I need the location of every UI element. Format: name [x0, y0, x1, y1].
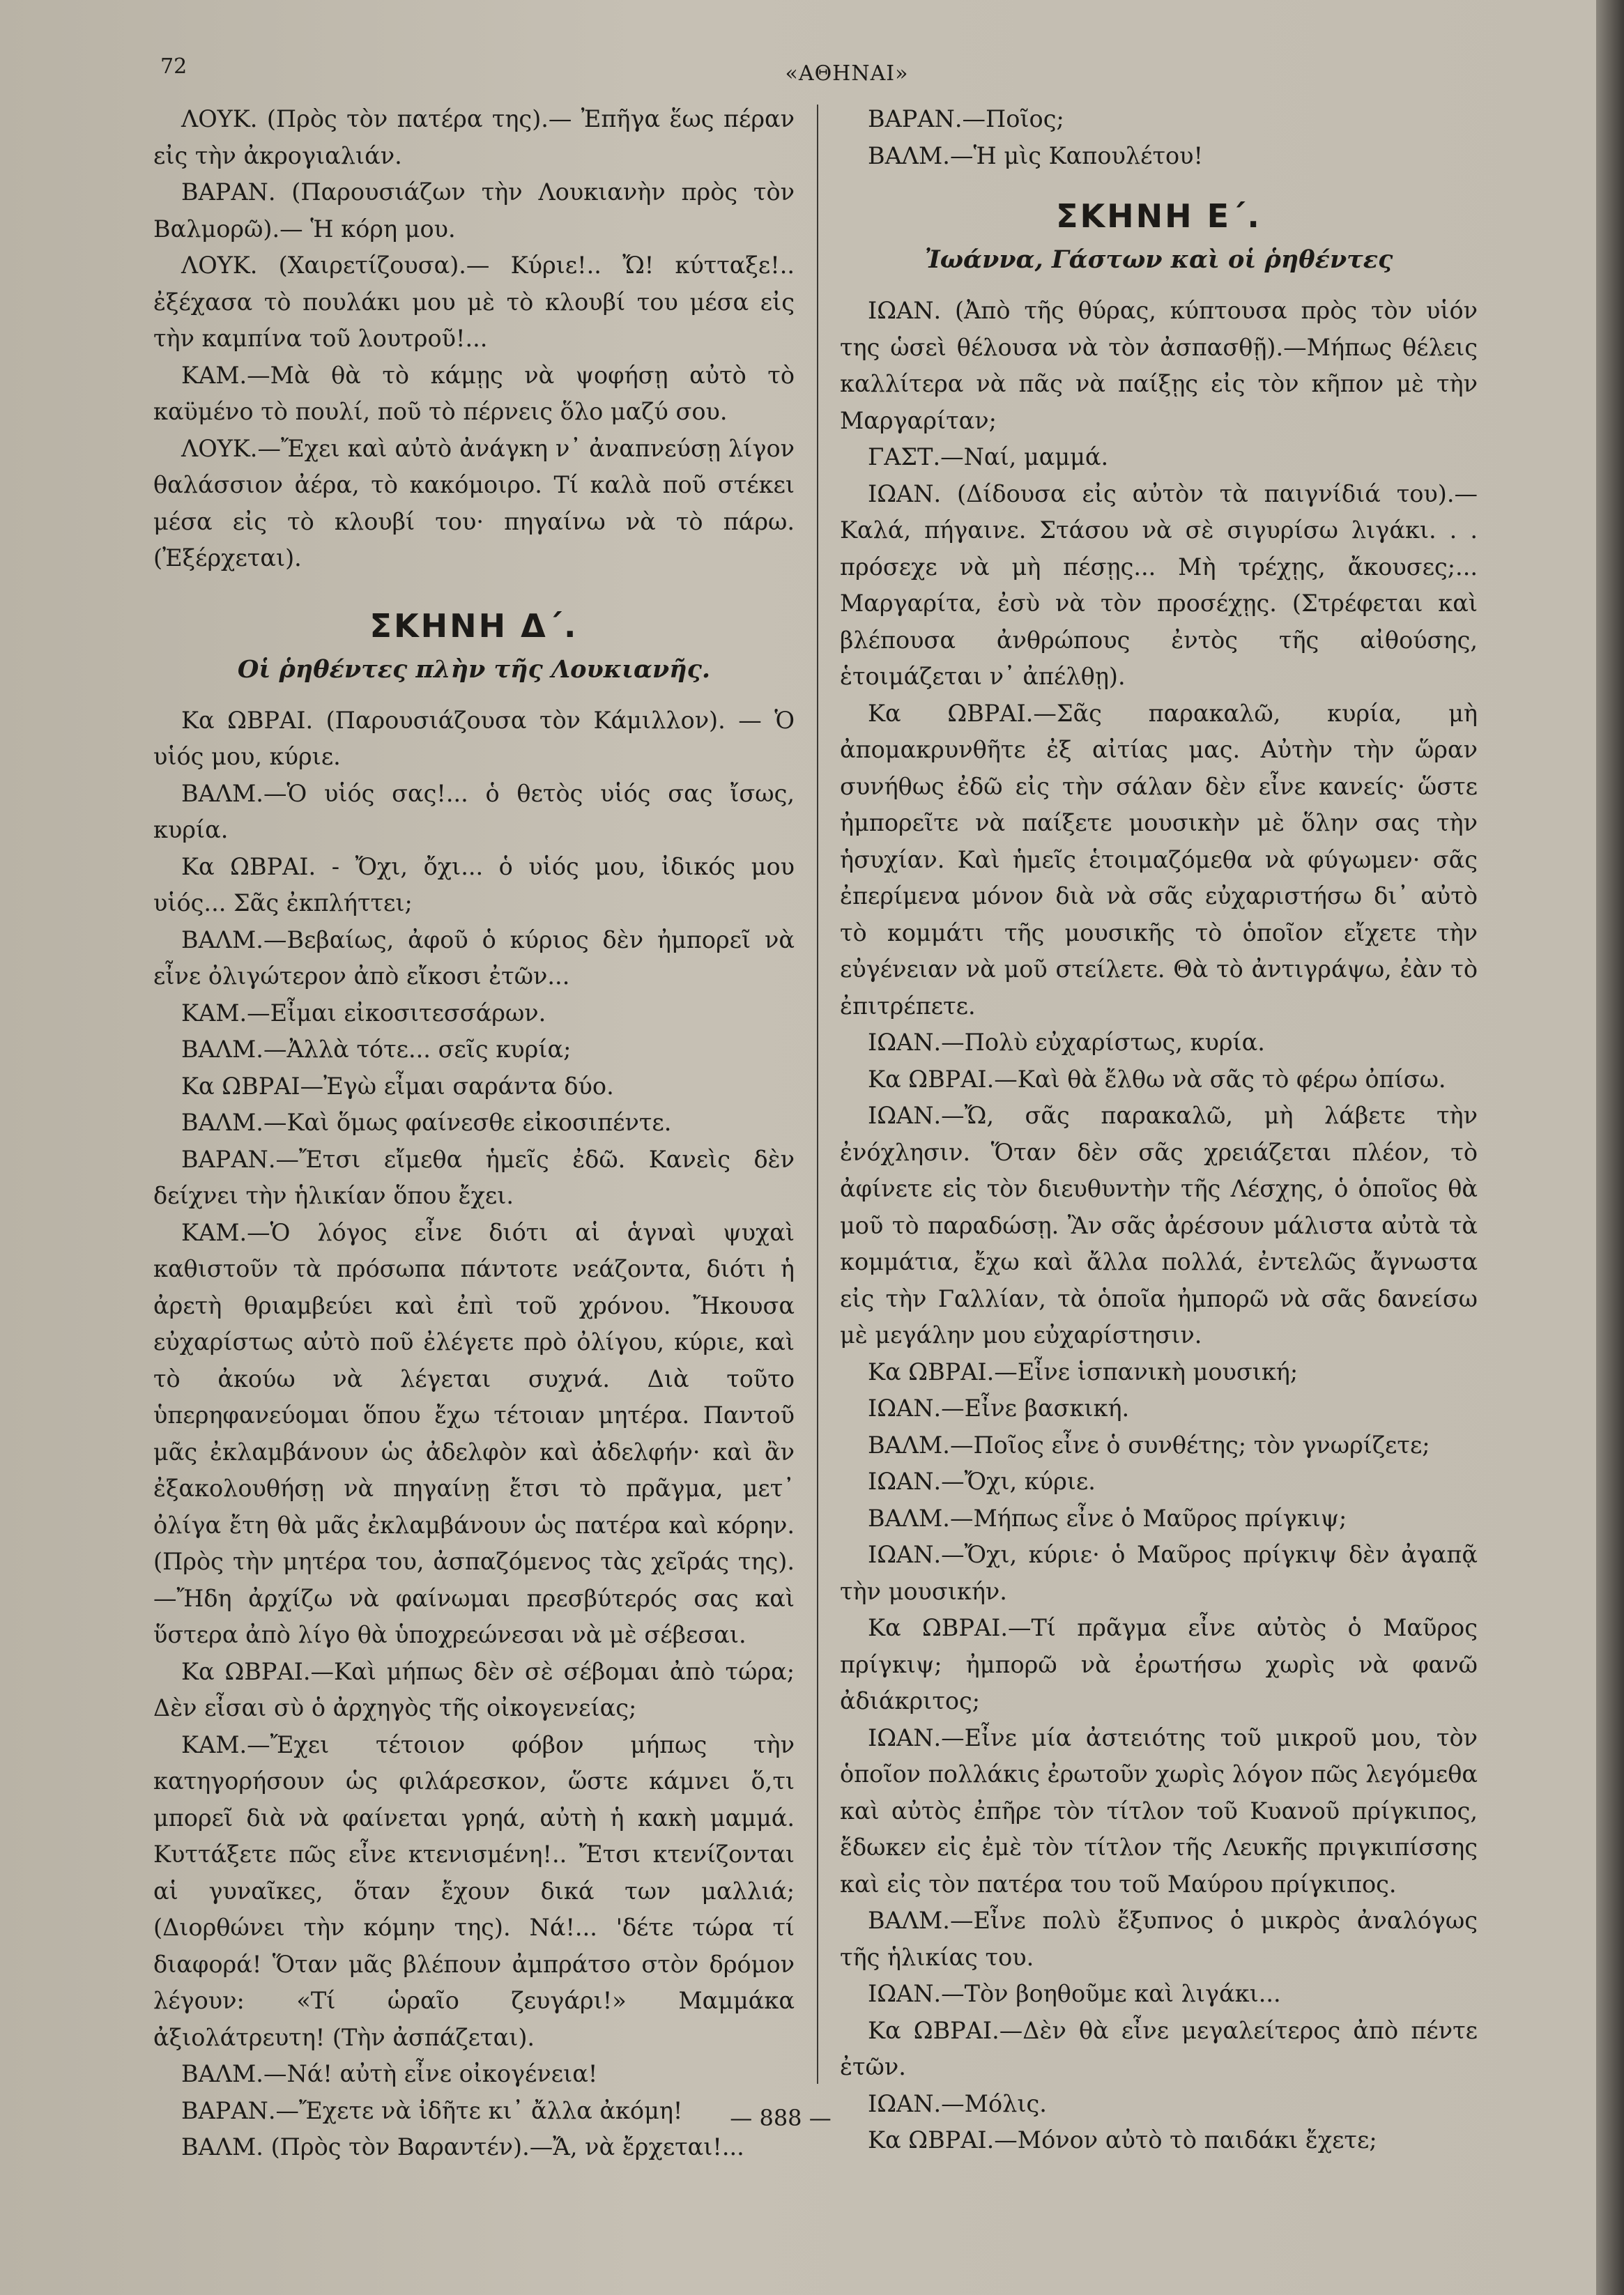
paragraph: ΙΩΑΝ.—Ὄχι, κύριε· ὁ Μαῦρος πρίγκιψ δὲν ἀγαπᾷ τὴν μουσικήν. [840, 1541, 1478, 1605]
paragraph: ΓΑΣΤ.—Ναί, μαμμά. [868, 443, 1109, 470]
footer-page-number: — 888 — [730, 2105, 832, 2131]
scene-subtitle: Ἰωάννα, Γάστων καὶ οἱ ῥηθέντες [924, 245, 1393, 274]
paragraph: Κα ΩΒΡΑΙ.—Μόνον αὐτὸ τὸ παιδάκι ἔχετε; [868, 2126, 1377, 2154]
paragraph: ΒΑΡΑΝ.—Ποῖος; [868, 105, 1064, 132]
scene-title: ΣΚΗΝΗ Δ΄. [369, 606, 579, 645]
paragraph: ΙΩΑΝ. (Δίδουσα εἰς αὐτὸν τὰ παιγνίδιά του).—Καλά, πήγαινε. Στάσου νὰ σὲ σιγυρίσω λιγάκι. . . πρόσεχε νὰ μὴ πέσῃς... Μὴ τρέχῃς, ἄκουσες;... Μαργαρίτα, ἐσὺ νὰ τὸν προσέχῃς. (Στρέφεται καὶ βλέπουσα ἀνθρώπους ἐντὸς τῆς αἰθούσης, ἑτοιμάζεται ν᾽ ἀπέλθῃ). [840, 479, 1478, 690]
paragraph: ΒΑΡΑΝ. (Παρουσιάζων τὴν Λουκιανὴν πρὸς τὸν Βαλμορῶ).— Ἡ κόρη μου. [153, 178, 795, 243]
paragraph: Κα ΩΒΡΑΙ.—Καὶ θὰ ἔλθω νὰ σᾶς τὸ φέρω ὀπίσω. [868, 1065, 1446, 1093]
paragraph: Κα ΩΒΡΑΙ—Ἐγὼ εἶμαι σαράντα δύο. [181, 1072, 614, 1100]
paragraph: ΚΑΜ.—Ἔχει τέτοιον φόβον μήπως τὴν κατηγορήσουν ὡς φιλάρεσκον, ὥστε κάμνει ὅ,τι μπορεῖ διὰ νὰ φαίνεται γρηά, αὐτὴ ἡ κακὴ μαμμά. Κυττάξετε πῶς εἶνε κτενισμένη!.. Ἔτσι κτενίζονται αἱ γυναῖκες, ὅταν ἔχουν δικά των μαλλιά; (Διορθώνει τὴν κόμην της). Νά!... 'δέτε τώρα τί διαφορά! Ὅταν μᾶς βλέπουν ἀμπράτσο στὸν δρόμον λέγουν: «Τί ὡραῖο ζευγάρι!» Μαμμάκα ἀξιολάτρευτη! (Τὴν ἀσπάζεται). [153, 1730, 795, 2051]
scene-subtitle: Οἱ ῥηθέντες πλὴν τῆς Λουκιανῆς. [237, 654, 711, 684]
paragraph: ΒΑΛΜ.—Εἶνε πολὺ ἔξυπνος ὁ μικρὸς ἀναλόγως τῆς ἡλικίας του. [840, 1907, 1478, 1971]
paragraph: ΛΟΥΚ.—Ἔχει καὶ αὐτὸ ἀνάγκη ν᾽ ἀναπνεύσῃ λίγον θαλάσσιον ἀέρα, τὸ κακόμοιρο. Τί καλὰ ποῦ στέκει μέσα εἰς τὸ κλουβί του· πηγαίνω νὰ τὸ πάρω. (Ἐξέρχεται). [153, 434, 795, 571]
paragraph: ΒΑΛΜ.—Βεβαίως, ἀφοῦ ὁ κύριος δὲν ἠμπορεῖ νὰ εἶνε ὀλιγώτερον ἀπὸ εἴκοσι ἐτῶν... [153, 926, 795, 990]
paragraph: ΚΑΜ.—Μὰ θὰ τὸ κάμῃς νὰ ψοφήσῃ αὐτὸ τὸ καϋμένο τὸ πουλί, ποῦ τὸ πέρνεις ὅλο μαζύ σου. [153, 361, 795, 425]
paragraph: ΒΑΛΜ.—Καὶ ὅμως φαίνεσθε εἰκοσιπέντε. [181, 1109, 672, 1136]
paragraph: ΙΩΑΝ.—Μόλις. [868, 2089, 1047, 2117]
paragraph: ΚΑΜ.—Εἶμαι εἰκοσιτεσσάρων. [181, 999, 546, 1027]
paragraph: ΙΩΑΝ.—Τὸν βοηθοῦμε καὶ λιγάκι... [868, 1980, 1281, 2007]
page-header [160, 49, 1533, 91]
paragraph: ΙΩΑΝ.—Πολὺ εὐχαρίστως, κυρία. [868, 1029, 1265, 1056]
column-divider [817, 105, 818, 2084]
paragraph: ΒΑΡΑΝ.—Ἔτσι εἴμεθα ἡμεῖς ἐδῶ. Κανεὶς δὲν δείχνει τὴν ἡλικίαν ὅπου ἔχει. [153, 1145, 795, 1209]
paragraph: ΛΟΥΚ. (Χαιρετίζουσα).— Κύριε!.. Ὤ! κύτταξε!.. ἐξέχασα τὸ πουλάκι μου μὲ τὸ κλουβί του μέσα εἰς τὴν καμπίνα τοῦ λουτροῦ!... [153, 252, 795, 352]
paragraph: Κα ΩΒΡΑΙ. (Παρουσιάζουσα τὸν Κάμιλλον). — Ὁ υἱός μου, κύριε. [153, 706, 795, 770]
paragraph: ΙΩΑΝ.—Ὄχι, κύριε. [868, 1468, 1096, 1495]
paragraph: Κα ΩΒΡΑΙ. - Ὄχι, ὄχι... ὁ υἱός μου, ἰδικός μου υἱός... Σᾶς ἐκπλήττει; [153, 852, 795, 916]
page-number: 72 [160, 54, 187, 79]
paragraph: Κα ΩΒΡΑΙ.—Σᾶς παρακαλῶ, κυρία, μὴ ἀπομακρυνθῆτε ἐξ αἰτίας μας. Αὐτὴν τὴν ὥραν συνήθως ἐδῶ εἰς τὴν σάλαν δὲν εἶνε κανείς· ὥστε ἠμπορεῖτε νὰ παίξετε μουσικὴν μὲ ὅλην σας τὴν ἡσυχίαν. Καὶ ἡμεῖς ἑτοιμαζόμεθα νὰ φύγωμεν· σᾶς ἐπερίμενα μόνον διὰ νὰ σᾶς εὐχαριστήσω δι᾽ αὐτὸ τὸ κομμάτι τῆς μουσικῆς τὸ ὁποῖον εἴχετε τὴν εὐγένειαν νὰ μοῦ στείλετε. Θὰ τὸ ἀντιγράψω, ἐὰν τὸ ἐπιτρέπετε. [840, 699, 1478, 1020]
paragraph: Κα ΩΒΡΑΙ.—Δὲν θὰ εἶνε μεγαλείτερος ἀπὸ πέντε ἐτῶν. [840, 2016, 1478, 2080]
paragraph: ΙΩΑΝ. (Ἀπὸ τῆς θύρας, κύπτουσα πρὸς τὸν υἱόν της ὡσεὶ θέλουσα νὰ τὸν ἀσπασθῇ).—Μήπως θέλεις καλλίτερα νὰ πᾶς νὰ παίξῃς εἰς τὸν κῆπον μὲ τὴν Μαργαρίταν; [840, 297, 1478, 434]
paragraph: ΒΑΛΜ. (Πρὸς τὸν Βαραντέν).—Ἄ, νὰ ἔρχεται!... [181, 2133, 744, 2160]
paragraph: Κα ΩΒΡΑΙ.—Τί πρᾶγμα εἶνε αὐτὸς ὁ Μαῦρος πρίγκιψ; ἠμπορῶ νὰ ἐρωτήσω χωρὶς νὰ φανῶ ἀδιάκριτος; [840, 1614, 1478, 1714]
journal-title: «ΑΘΗΝΑΙ» [785, 61, 909, 86]
paragraph: ΒΑΛΜ.—Νά! αὐτὴ εἶνε οἰκογένεια! [181, 2060, 598, 2087]
paragraph: Κα ΩΒΡΑΙ.—Καὶ μήπως δὲν σὲ σέβομαι ἀπὸ τώρα; Δὲν εἶσαι σὺ ὁ ἀρχηγὸς τῆς οἰκογενείας; [153, 1657, 795, 1721]
paragraph: ΚΑΜ.—Ὁ λόγος εἶνε διότι αἱ ἁγναὶ ψυχαὶ καθιστοῦν τὰ πρόσωπα πάντοτε νεάζοντα, διότι ἡ ἀρετὴ θριαμβεύει καὶ ἐπὶ τοῦ χρόνου. Ἤκουσα εὐχαρίστως αὐτὸ ποῦ ἐλέγετε πρὸ ὀλίγου, κύριε, καὶ τὸ ἀκούω νὰ λέγεται συχνά. Διὰ τοῦτο ὑπερηφανεύομαι ὅπου ἔχω τέτοιαν μητέρα. Παντοῦ μᾶς ἐκλαμβάνουν ὡς ἀδελφὸν καὶ ἀδελφήν· καὶ ἂν ἐξακολουθήσῃ νὰ πηγαίνῃ ἔτσι τὸ πρᾶγμα, μετ᾽ ὀλίγα ἔτη θὰ μᾶς ἐκλαμβάνουν ὡς πατέρα καὶ κόρην. (Πρὸς τὴν μητέρα του, ἀσπαζόμενος τὰς χεῖράς της).—Ἤδη ἀρχίζω νὰ φαίνωμαι πρεσβύτερός σας καὶ ὕστερα ἀπὸ λίγο θὰ ὑποχρεώνεσαι νὰ μὲ σέβεσαι. [153, 1218, 795, 1648]
paragraph: ΙΩΑΝ.—Ὤ, σᾶς παρακαλῶ, μὴ λάβετε τὴν ἐνόχλησιν. Ὅταν δὲν σᾶς χρειάζεται πλέον, τὸ ἀφίνετε εἰς τὸν διευθυντὴν τῆς Λέσχης, ὁ ὁποῖος θὰ μοῦ τὸ παραδώσῃ. Ἂν σᾶς ἀρέσουν μάλιστα αὐτὰ τὰ κομμάτια, ἔχω καὶ ἄλλα πολλά, ἐντελῶς ἄγνωστα εἰς τὴν Γαλλίαν, τὰ ὁποῖα ἠμπορῶ νὰ σᾶς δανείσω μὲ μεγάλην μου εὐχαρίστησιν. [840, 1102, 1478, 1349]
paragraph: ΒΑΛΜ.—Ὁ υἱός σας!... ὁ θετὸς υἱός σας ἴσως, κυρία. [153, 779, 795, 843]
left-column [153, 101, 795, 2166]
scene-title: ΣΚΗΝΗ Ε΄. [1056, 197, 1262, 235]
paragraph: ΒΑΛΜ.—Ποῖος εἶνε ὁ συνθέτης; τὸν γνωρίζετε; [868, 1431, 1430, 1459]
right-column [840, 101, 1478, 2159]
paragraph: ΒΑΛΜ.—Ἀλλὰ τότε... σεῖς κυρία; [181, 1036, 572, 1063]
paragraph: ΒΑΛΜ.—Ἡ μὶς Καπουλέτου! [868, 141, 1203, 169]
paragraph: ΒΑΛΜ.—Μήπως εἶνε ὁ Μαῦρος πρίγκιψ; [868, 1504, 1347, 1532]
page-binding-edge [1596, 0, 1624, 2295]
paragraph: ΙΩΑΝ.—Εἶνε μία ἀστειότης τοῦ μικροῦ μου, τὸν ὁποῖον πολλάκις ἐρωτοῦν χωρὶς λόγον πῶς λεγόμεθα καὶ αὐτὸς ἐπῆρε τὸν τίτλον τοῦ Κυανοῦ πρίγκιπος, ἔδωκεν εἰς ἐμὲ τὸν τίτλον τῆς Λευκῆς πριγκιπίσσης καὶ εἰς τὸν πατέρα του τοῦ Μαύρου πρίγκιπος. [840, 1724, 1478, 1898]
paragraph: ΒΑΡΑΝ.—Ἔχετε νὰ ἰδῆτε κι᾽ ἄλλα ἀκόμη! [181, 2096, 683, 2124]
paragraph: ΛΟΥΚ. (Πρὸς τὸν πατέρα της).— Ἐπῆγα ἕως πέραν εἰς τὴν ἀκρογιαλιάν. [153, 105, 795, 169]
paragraph: ΙΩΑΝ.—Εἶνε βασκική. [868, 1395, 1130, 1422]
paragraph: Κα ΩΒΡΑΙ.—Εἶνε ἱσπανικὴ μουσική; [868, 1358, 1299, 1386]
